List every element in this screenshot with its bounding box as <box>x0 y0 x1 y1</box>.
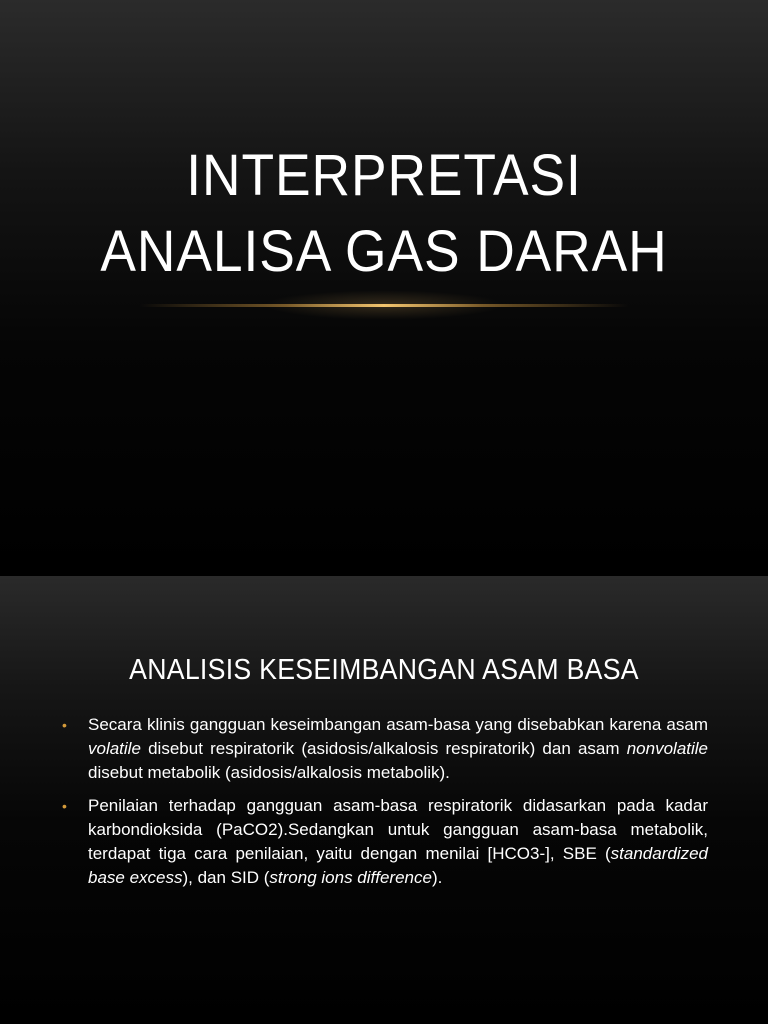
bullet-text-italic: volatile <box>88 739 141 758</box>
slide-heading: ANALISIS KESEIMBANGAN ASAM BASA <box>129 654 639 686</box>
bullet-text-italic: standardized base excess <box>88 844 708 887</box>
bullet-text-part: disebut respiratorik (asidosis/alkalosis respiratorik) dan asam <box>140 739 627 758</box>
bullet-text-italic: nonvolatile <box>626 739 708 758</box>
title-line-1: INTERPRETASI <box>186 143 582 208</box>
slide-title <box>31 138 738 290</box>
title-divider <box>140 304 628 307</box>
bullet-text-italic: strong ions difference <box>269 868 432 887</box>
bullet-item <box>62 713 708 785</box>
bullet-text-part: ), dan SID ( <box>182 868 270 887</box>
bullet-text-part: Secara klinis gangguan keseimbangan asam-basa yang disebabkan karena asam <box>88 715 708 734</box>
bullet-item <box>62 794 708 890</box>
bullet-icon: • <box>62 717 67 733</box>
bullet-text-part: disebut metabolik (asidosis/alkalosis metabolik). <box>88 763 450 782</box>
content-slide <box>0 576 768 1024</box>
bullet-icon: • <box>62 798 67 814</box>
bullet-list <box>62 713 708 899</box>
title-line-2: ANALISA GAS DARAH <box>100 219 668 284</box>
bullet-text-part: ). <box>431 868 443 887</box>
bullet-text-part: Penilaian terhadap gangguan asam-basa respiratorik didasarkan pada kadar karbondioksida (PaCO2).Sedangkan untuk gangguan asam-basa metabolik, terdapat tiga cara penilaian, yaitu dengan menilai [HCO3-], SBE ( <box>88 796 708 863</box>
